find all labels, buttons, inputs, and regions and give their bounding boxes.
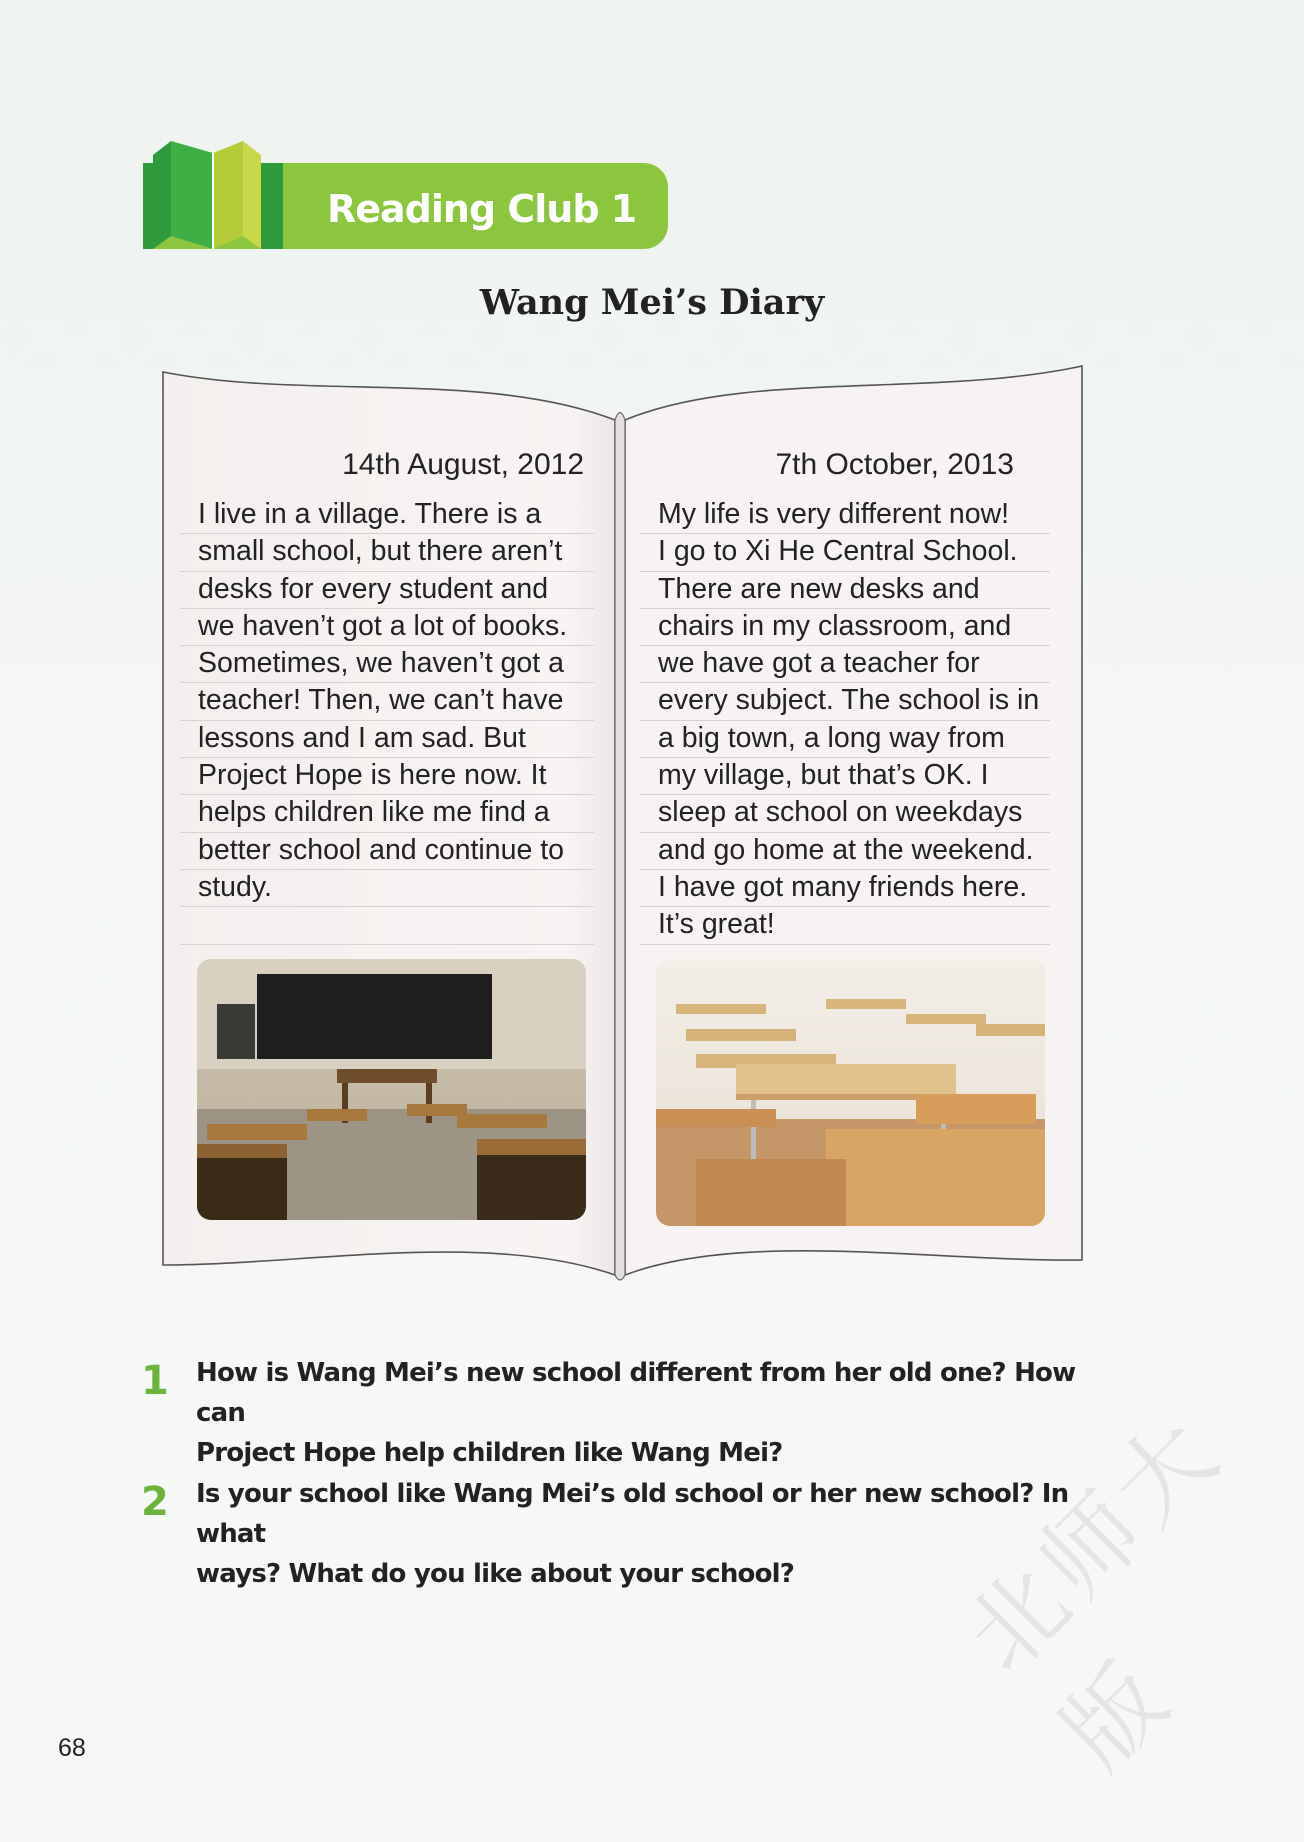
question-1-line-1: How is Wang Mei’s new school different from her old one? How can bbox=[196, 1358, 1076, 1428]
right-line-4: chairs in my classroom, and bbox=[640, 609, 1050, 646]
right-line-6: every subject. The school is in bbox=[640, 683, 1050, 720]
question-2-line-1: Is your school like Wang Mei’s old school or her new school? In what bbox=[196, 1479, 1069, 1549]
right-line-7: a big town, a long way from bbox=[640, 721, 1050, 758]
right-line-1: My life is very different now! bbox=[640, 497, 1050, 534]
question-2-text bbox=[196, 1474, 1076, 1594]
right-line-5: we have got a teacher for bbox=[640, 646, 1050, 683]
left-line-2: small school, but there aren’t bbox=[180, 534, 594, 571]
story-title: Wang Mei’s Diary bbox=[479, 282, 825, 323]
old-classroom-photo bbox=[197, 959, 586, 1220]
left-line-9: helps children like me find a bbox=[180, 795, 594, 832]
right-line-2: I go to Xi He Central School. bbox=[640, 534, 1050, 571]
left-line-11: study. bbox=[180, 870, 594, 907]
left-line-7: lessons and I am sad. But bbox=[180, 721, 594, 758]
right-page-date: 7th October, 2013 bbox=[775, 448, 1014, 481]
publisher-watermark: 北师大版 bbox=[944, 1393, 1244, 1791]
question-1-number: 1 bbox=[141, 1358, 169, 1404]
right-page-text bbox=[640, 497, 1050, 945]
left-line-4: we haven’t got a lot of books. bbox=[180, 609, 594, 646]
right-line-9: sleep at school on weekdays bbox=[640, 795, 1050, 832]
question-1-text bbox=[196, 1353, 1076, 1473]
left-line-8: Project Hope is here now. It bbox=[180, 758, 594, 795]
new-classroom-photo bbox=[656, 959, 1045, 1226]
right-line-10: and go home at the weekend. bbox=[640, 833, 1050, 870]
banner-title: Reading Club 1 bbox=[327, 187, 637, 231]
left-line-3: desks for every student and bbox=[180, 572, 594, 609]
left-line-5: Sometimes, we haven’t got a bbox=[180, 646, 594, 683]
question-2-number: 2 bbox=[141, 1479, 169, 1525]
open-book-icon bbox=[143, 141, 283, 249]
left-ruled-empty bbox=[180, 907, 594, 944]
question-1-line-2: Project Hope help children like Wang Mei? bbox=[196, 1438, 783, 1468]
left-page-date: 14th August, 2012 bbox=[342, 448, 584, 481]
right-line-3: There are new desks and bbox=[640, 572, 1050, 609]
left-line-1: I live in a village. There is a bbox=[180, 497, 594, 534]
left-line-10: better school and continue to bbox=[180, 833, 594, 870]
left-line-6: teacher! Then, we can’t have bbox=[180, 683, 594, 720]
right-line-12: It’s great! bbox=[640, 907, 1050, 944]
page-number: 68 bbox=[58, 1734, 86, 1762]
reading-club-banner bbox=[143, 141, 668, 249]
left-page-text bbox=[180, 497, 594, 945]
question-2-line-2: ways? What do you like about your school? bbox=[196, 1559, 795, 1589]
right-line-8: my village, but that’s OK. I bbox=[640, 758, 1050, 795]
right-line-11: I have got many friends here. bbox=[640, 870, 1050, 907]
